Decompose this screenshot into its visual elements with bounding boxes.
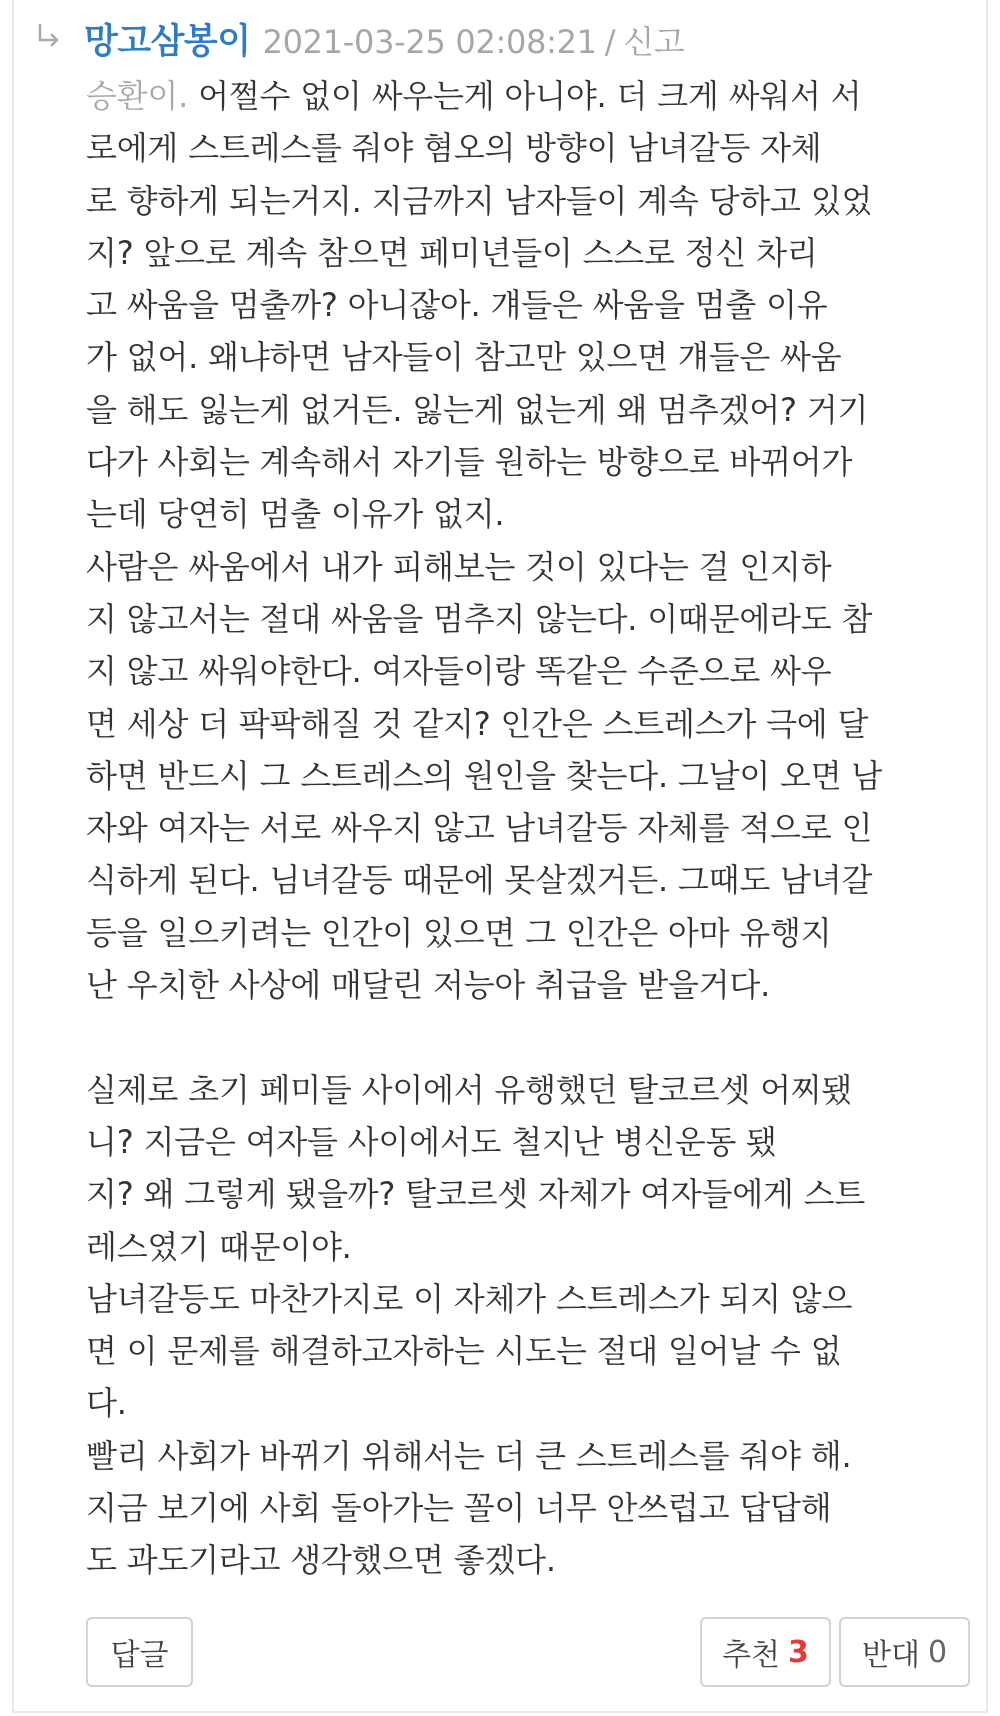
oppose-label: 반대 — [861, 1638, 920, 1673]
comment-line: 식하게 된다. 님녀갈등 때문에 못살겠거든. 그때도 남녀갈 — [86, 861, 873, 900]
comment-line: 로에게 스트레스를 줘야 혐오의 방향이 남녀갈등 자체 — [86, 129, 822, 168]
comment-line: 니? 지금은 여자들 사이에서도 철지난 병신운동 됐 — [86, 1122, 777, 1161]
reply-button[interactable] — [86, 1617, 193, 1687]
comment-line: 레스였기 때문이야. — [86, 1227, 352, 1266]
recommend-label: 추천 — [722, 1638, 781, 1673]
reply-button-label: 답글 — [110, 1638, 169, 1673]
comment-line: 하면 반드시 그 스트레스의 원인을 찾는다. 그날이 오면 남 — [86, 756, 883, 795]
meta-separator: / — [604, 23, 616, 61]
comment-lines — [86, 122, 986, 1586]
comment-line: 빨리 사회가 바뀌기 위해서는 더 큰 스트레스를 줘야 해. — [86, 1436, 852, 1475]
comment-line: 지? 왜 그렇게 됐을까? 탈코르셋 자체가 여자들에게 스트 — [86, 1175, 866, 1214]
comment-line: 고 싸움을 멈출까? 아니잖아. 걔들은 싸움을 멈출 이유 — [86, 286, 828, 325]
report-link[interactable]: 신고 — [623, 23, 685, 61]
comment-line: 도 과도기라고 생각했으면 좋겠다. — [86, 1541, 556, 1580]
comment-line: 을 해도 잃는게 없거든. 잃는게 없는게 왜 멈추겠어? 거기 — [86, 390, 869, 429]
comment-line: 등을 일으키려는 인간이 있으면 그 인간은 아마 유행지 — [86, 913, 832, 952]
comment-line: 가 없어. 왜냐하면 남자들이 참고만 있으면 걔들은 싸움 — [86, 338, 842, 377]
comment-line: 다. — [86, 1384, 127, 1423]
recommend-button[interactable] — [700, 1617, 831, 1687]
comment-line: 로 향하게 되는거지. 지금까지 남자들이 계속 당하고 있었 — [86, 181, 873, 220]
comment-line: 면 세상 더 팍팍해질 것 같지? 인간은 스트레스가 극에 달 — [86, 704, 869, 743]
comment-line: 지 않고서는 절대 싸움을 멈추지 않는다. 이때문에라도 참 — [86, 599, 873, 638]
comment-body — [86, 70, 986, 1587]
comment-line: 다가 사회는 계속해서 자기들 원하는 방향으로 바뀌어가 — [86, 443, 853, 482]
oppose-count: 0 — [927, 1634, 948, 1670]
author-name[interactable]: 망고삼봉이 — [84, 22, 251, 62]
comment-line: 남녀갈등도 마찬가지로 이 자체가 스트레스가 되지 않으 — [86, 1279, 853, 1318]
reply-arrow-icon — [36, 22, 62, 50]
comment-header — [84, 14, 684, 66]
comment-line: 난 우치한 사상에 매달린 저능아 취급을 받을거다. — [86, 966, 771, 1005]
comment-line: 지? 앞으로 계속 참으면 페미년들이 스스로 정신 차리 — [86, 233, 818, 272]
timestamp: 2021-03-25 02:08:21 — [262, 23, 597, 61]
comment-line: 는데 당연히 멈출 이유가 없지. — [86, 495, 505, 534]
recommend-count: 3 — [788, 1634, 809, 1670]
oppose-button[interactable] — [839, 1617, 970, 1687]
comment-meta — [263, 17, 685, 63]
comment-line: 지금 보기에 사회 돌아가는 꼴이 너무 안쓰럽고 답답해 — [86, 1489, 832, 1528]
comment-line: 실제로 초기 페미들 사이에서 유행했던 탈코르셋 어찌됐 — [86, 1070, 853, 1109]
quoted-name: 승환이. — [86, 77, 189, 115]
comment-line — [86, 1011, 986, 1063]
comment-line: 지 않고 싸워야한다. 여자들이랑 똑같은 수준으로 싸우 — [86, 652, 832, 691]
comment-line: 사람은 싸움에서 내가 피해보는 것이 있다는 걸 인지하 — [86, 547, 832, 586]
comment-line: 자와 여자는 서로 싸우지 않고 남녀갈등 자체를 적으로 인 — [86, 809, 873, 848]
comment-line: 면 이 문제를 해결하고자하는 시도는 절대 일어날 수 없 — [86, 1332, 842, 1371]
comment-line-text: 어쩔수 없이 싸우는게 아니야. 더 크게 싸워서 서 — [188, 77, 862, 115]
comment-line — [86, 70, 986, 122]
